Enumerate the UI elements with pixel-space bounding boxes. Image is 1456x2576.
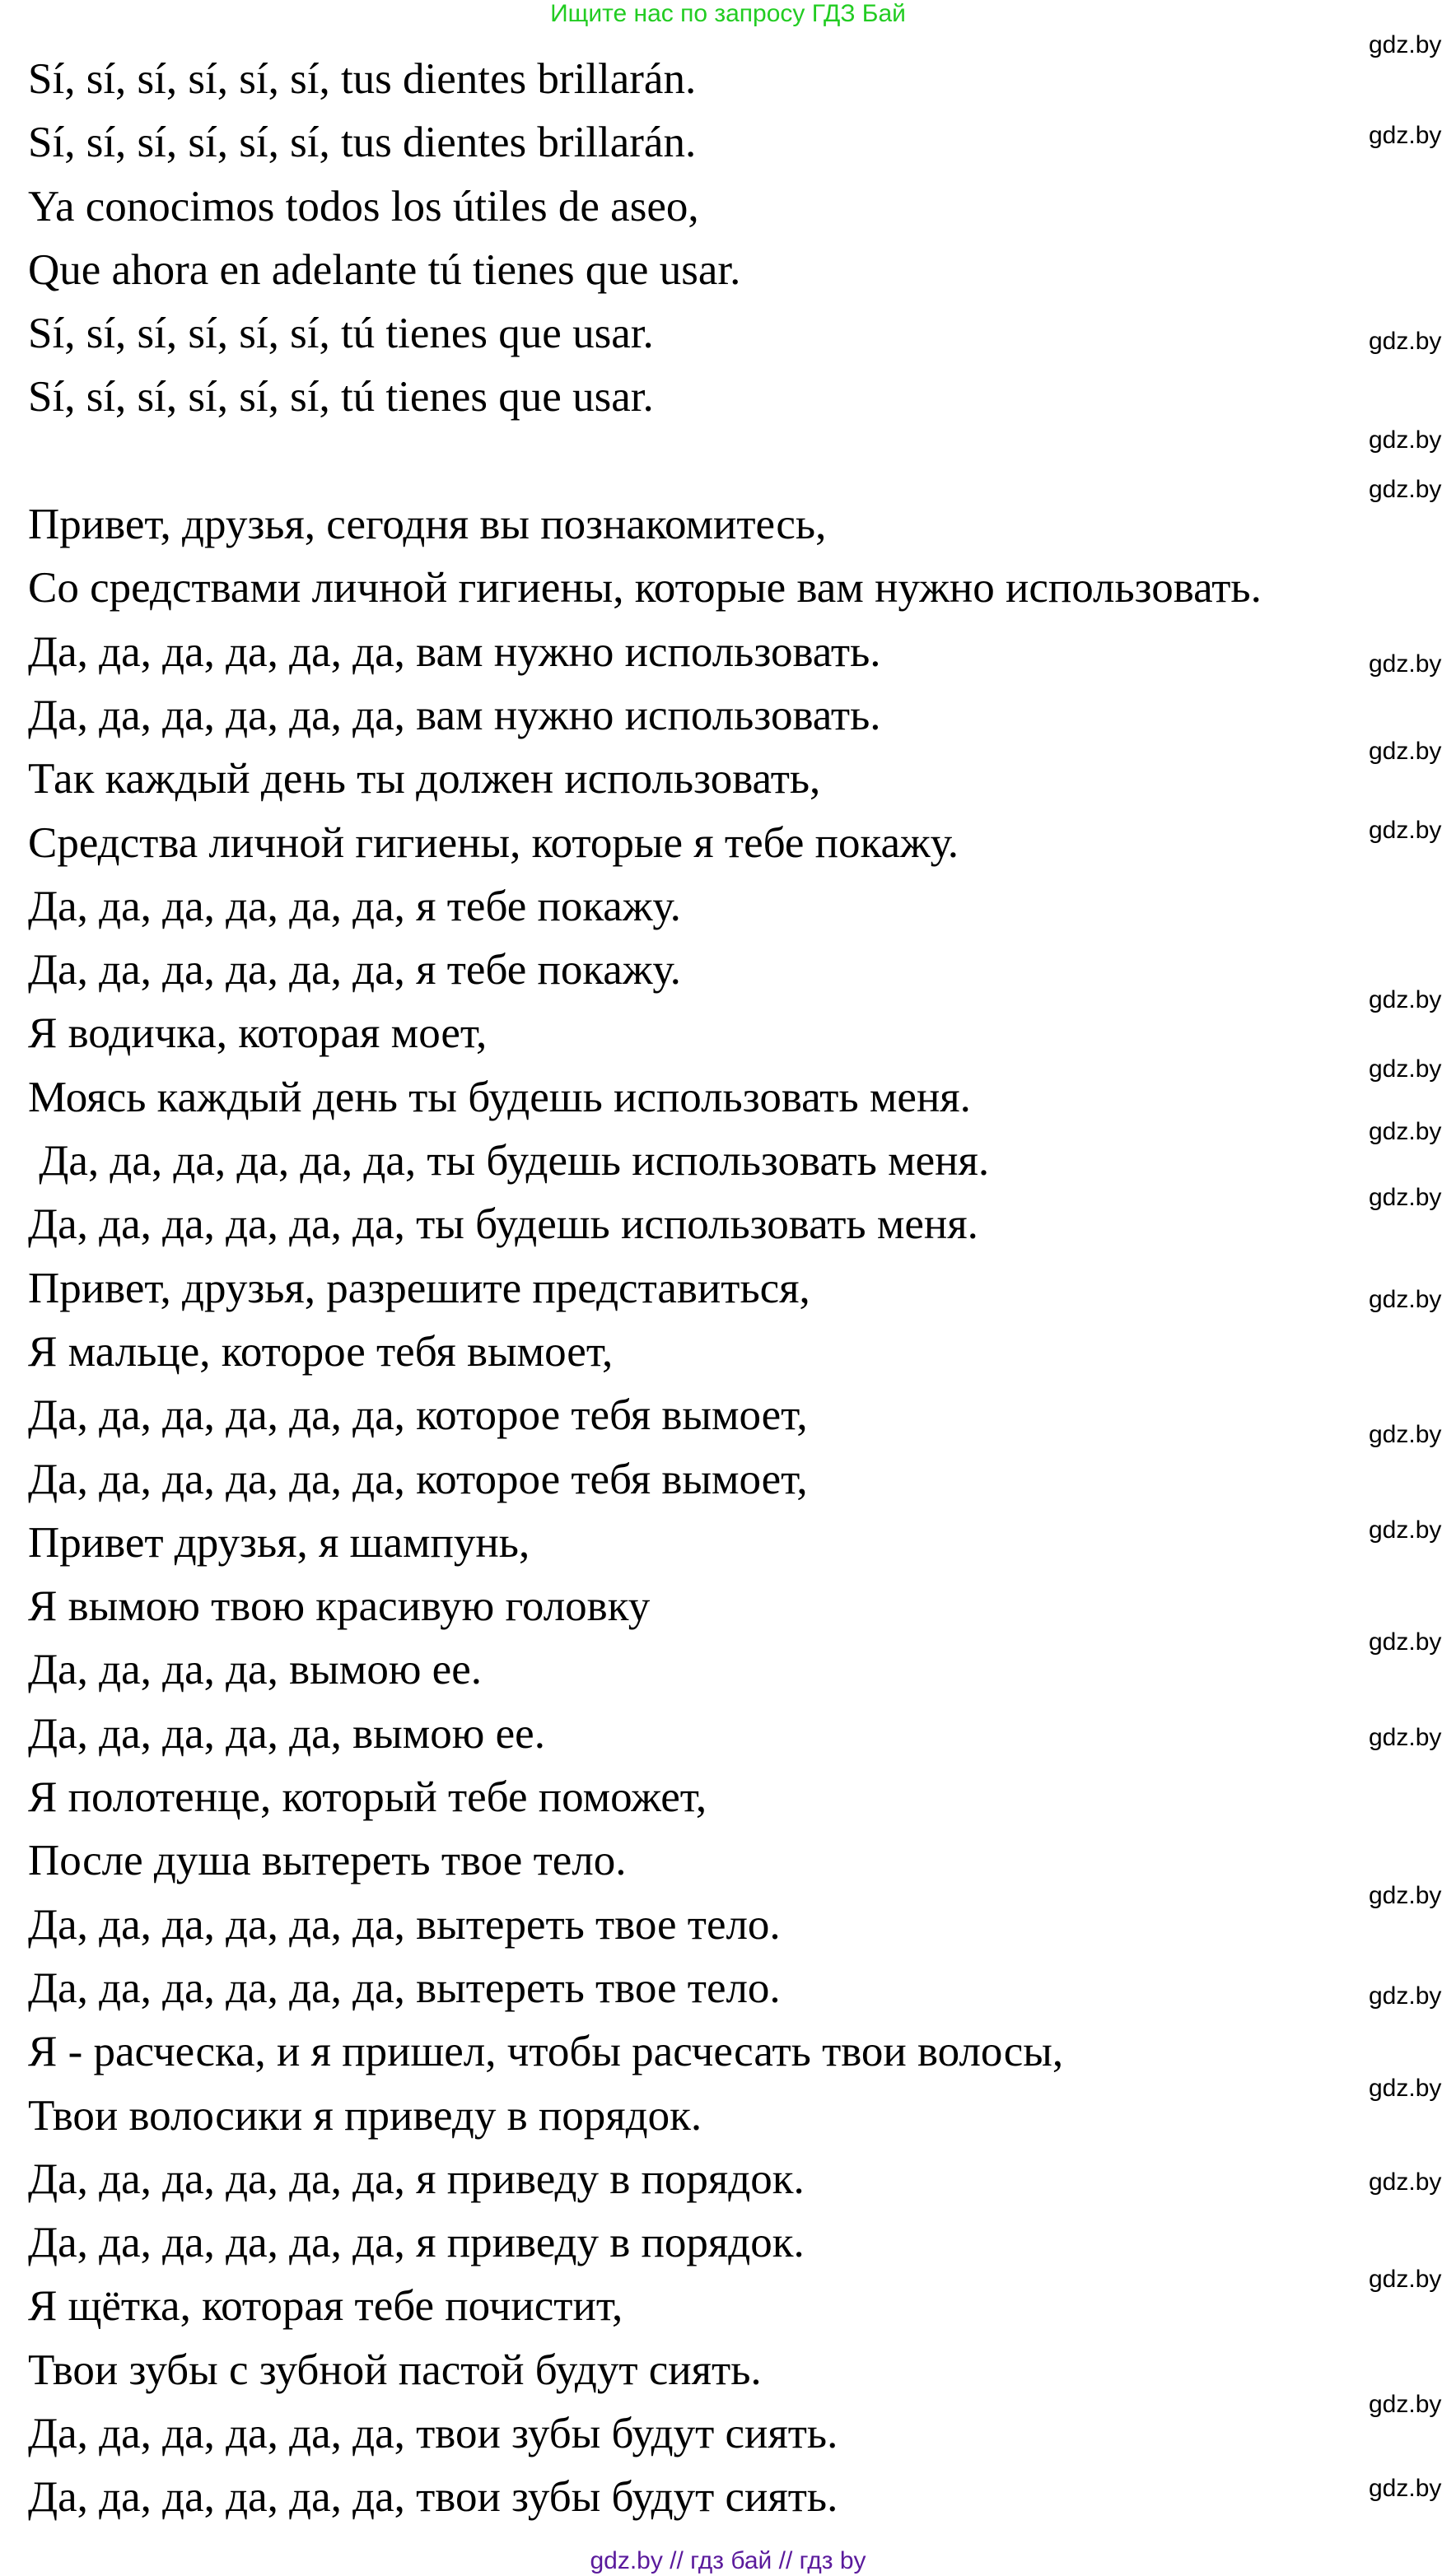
watermark: gdz.by [1369,1882,1442,1909]
lyric-line: Я водичка, которая моет, [28,1009,488,1058]
lyric-line: После душа вытереть твое тело. [28,1837,627,1885]
lyric-line: Да, да, да, да, да, вымою ее. [28,1709,545,1758]
lyric-line: Я вымою твою красивую головку [28,1582,651,1631]
lyric-line: Да, да, да, да, да, да, я тебе покажу. [28,946,681,995]
watermark: gdz.by [1369,1286,1442,1313]
lyric-line: Да, да, да, да, вымою ее. [28,1646,482,1694]
song-lyrics [28,48,1262,2530]
lyric-line: Со средствами личной гигиены, которые вам нужно использовать. [28,564,1262,613]
lyric-line: Да, да, да, да, да, да, твои зубы будут сиять. [28,2473,838,2522]
watermark: gdz.by [1369,328,1442,355]
lyric-line: Sí, sí, sí, sí, sí, sí, tú tienes que usar. [28,310,654,358]
watermark: gdz.by [1369,476,1442,503]
lyric-line: Sí, sí, sí, sí, sí, sí, tus dientes brillarán. [28,55,697,103]
watermark: gdz.by [1369,1118,1442,1145]
watermark: gdz.by [1369,2391,1442,2418]
lyric-line: Моясь каждый день ты будешь использовать меня. [28,1073,971,1121]
lyric-line: Привет, друзья, разрешите представиться, [28,1264,810,1312]
lyric-line: Средства личной гигиены, которые я тебе покажу. [28,818,959,867]
lyric-line: Да, да, да, да, да, да, вам нужно использовать. [28,627,881,676]
watermark: gdz.by [1369,2168,1442,2196]
lyric-line: Да, да, да, да, да, да, твои зубы будут сиять. [28,2409,838,2457]
lyric-line: Да, да, да, да, да, да, которое тебя вымоет, [28,1391,808,1440]
lyric-line: Да, да, да, да, да, да, я приведу в порядок. [28,2154,805,2203]
lyric-line: Я щётка, которая тебе почистит, [28,2282,623,2331]
lyric-line: Да, да, да, да, да, да, ты будешь использовать меня. [28,1200,978,1249]
lyric-line: Sí, sí, sí, sí, sí, sí, tus dientes brillarán. [28,119,697,167]
watermark: gdz.by [1369,2266,1442,2293]
watermark: gdz.by [1369,1628,1442,1656]
lyric-line: Я полотенце, который тебе поможет, [28,1773,707,1822]
watermark: gdz.by [1369,817,1442,844]
lyric-line: Я - расческа, и я пришел, чтобы расчесать твои волосы, [28,2028,1064,2076]
watermark: gdz.by [1369,1421,1442,1448]
lyric-line: Да, да, да, да, да, да, я тебе покажу. [28,882,681,930]
lyric-line: Твои волосики я приведу в порядок. [28,2091,702,2140]
watermark: gdz.by [1369,122,1442,149]
watermark: gdz.by [1369,2475,1442,2502]
lyric-line: Я мальце, которое тебя вымоет, [28,1327,614,1376]
lyric-line: Que ahora en adelante tú tienes que usar. [28,245,741,294]
lyric-line: Да, да, да, да, да, да, ты будешь использовать меня. [28,1137,990,1186]
watermark: gdz.by [1369,1516,1442,1544]
watermark: gdz.by [1369,31,1442,58]
watermark: gdz.by [1369,1724,1442,1751]
lyric-line: Привет, друзья, сегодня вы познакомитесь, [28,501,827,549]
watermark: gdz.by [1369,1982,1442,2010]
lyric-line: Да, да, да, да, да, да, которое тебя вымоет, [28,1455,808,1503]
watermark: gdz.by [1369,650,1442,678]
watermark: gdz.by [1369,1055,1442,1083]
lyric-line: Да, да, да, да, да, да, вытереть твое тело. [28,1900,781,1949]
footer-site-links: gdz.by // гдз бай // гдз by [590,2547,866,2574]
watermark: gdz.by [1369,2075,1442,2102]
lyric-line: Да, да, да, да, да, да, вам нужно использовать. [28,691,881,739]
lyric-line: Твои зубы с зубной пастой будут сиять. [28,2345,762,2394]
watermark: gdz.by [1369,1184,1442,1211]
lyric-line: Ya conocimos todos los útiles de aseo, [28,182,699,231]
watermark: gdz.by [1369,738,1442,765]
lyric-line: Sí, sí, sí, sí, sí, sí, tú tienes que usar. [28,373,654,422]
lyric-line: Да, да, да, да, да, да, вытереть твое тело. [28,1963,781,2012]
lyric-line: Так каждый день ты должен использовать, [28,755,821,804]
watermark: gdz.by [1369,986,1442,1013]
watermark: gdz.by [1369,426,1442,454]
search-hint-banner: Ищите нас по запросу ГДЗ Бай [550,0,906,27]
lyric-line: Да, да, да, да, да, да, я приведу в порядок. [28,2219,805,2267]
lyric-line: Привет друзья, я шампунь, [28,1518,530,1567]
